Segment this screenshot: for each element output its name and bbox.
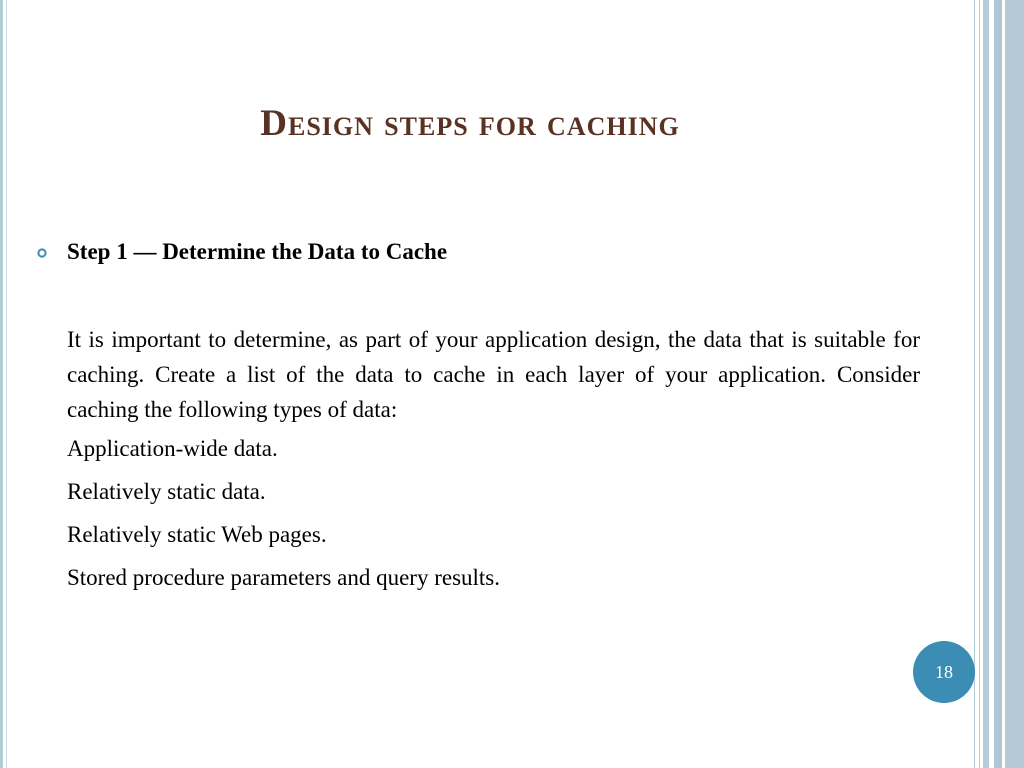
page-number-badge [913, 641, 975, 703]
ring-bullet-icon [37, 248, 47, 258]
left-border-line-inner [6, 0, 7, 768]
step-heading: Step 1 — Determine the Data to Cache [67, 239, 448, 264]
page-number: 18 [935, 661, 953, 682]
right-decorative-stripes [974, 0, 1024, 768]
list-item: Application-wide data. [67, 436, 278, 461]
slide-title: Design steps for caching [260, 103, 680, 144]
list-item: Relatively static Web pages. [67, 522, 327, 547]
list-item: Relatively static data. [67, 479, 266, 504]
body-paragraph: It is important to determine, as part of your application design, the data that is suitable for caching. Create a list of the data to cache in each layer of your application. Consider caching the following types of data: [67, 327, 920, 422]
left-border-line [0, 0, 3, 768]
list-item: Stored procedure parameters and query results. [67, 565, 501, 590]
